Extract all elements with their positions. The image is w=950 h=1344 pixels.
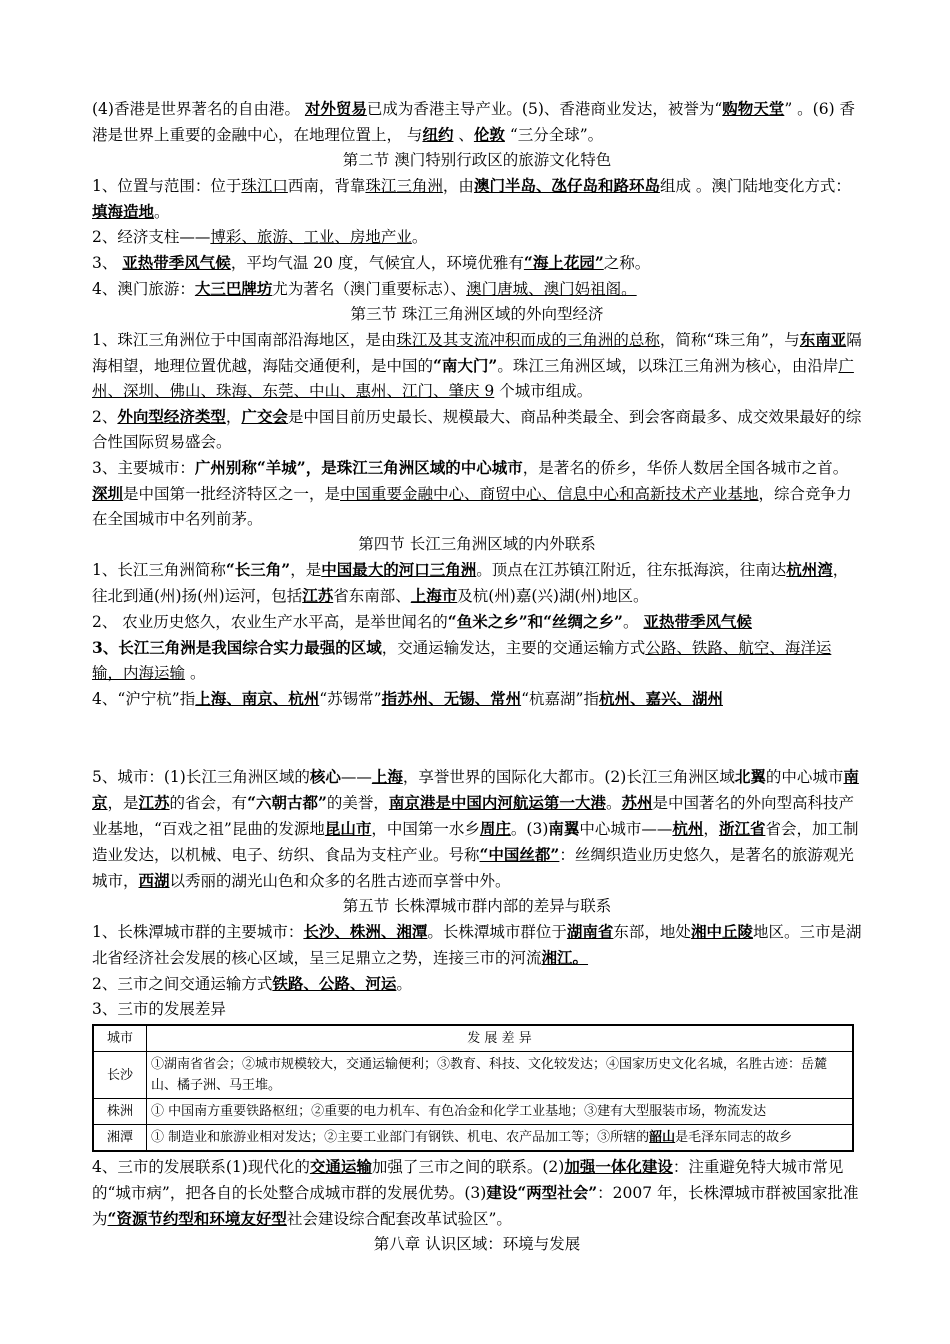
keyword: 伦敦 [473,125,505,144]
text: ，平均气温 20 度，气候宜人，环境优雅有 [230,254,524,272]
keyword: 纽约 [422,125,454,144]
text: 。 [605,794,622,812]
text: ① 制造业和旅游业相对发达；②主要工业部门有钢铁、机电、农产品加工等；③所辖的 [151,1130,650,1145]
macau-tourism [92,276,862,302]
bold-text: “鱼米之乡”和“丝绸之乡” [447,612,623,631]
keyword: 深圳 [92,484,124,503]
table-cell [147,1125,854,1152]
keyword: 上海、南京、杭州 [195,689,320,708]
keyword: 指苏州、无锡、常州 [381,689,522,708]
text: ，综合竞争力在全国城市中名列前茅。 [92,485,852,528]
keyword: 杭州 [672,819,704,838]
text: 、 [453,126,474,144]
table-header: 城市 [93,1025,147,1052]
text: 2、 [92,408,118,426]
keyword: 西湖 [138,871,170,890]
keyword: 加强一体化建设 [564,1157,673,1176]
text: 加强了三市之间的联系。(2) [371,1158,565,1176]
table-cell: ①湖南省省会；②城市规模较大，交通运输便利；③教育、科技、文化较发达；④国家历史文化名城，名胜古迹：岳麓山、橘子洲、马王堆。 [147,1052,854,1099]
keyword: 江苏 [302,586,334,605]
keyword: 浙江省 [718,819,766,838]
text: ：丝绸织造业历史悠久，是著名的旅游观光城市， [92,846,854,890]
keyword: 外向型经济类型 [117,407,226,426]
text: 4、三市的发展联系(1)现代化的 [92,1158,310,1176]
underlined-text: 博彩、旅游、工业、房地产业 [210,228,412,246]
text: 1、位置与范围：位于 [92,177,242,195]
czt-cities [92,919,862,971]
text: 地区。三市是湖北省经济社会发展的核心区域，呈三足鼎立之势，连接三市的河流 [92,923,862,967]
text: 隔海相望，地理位置优越，海陆交通便利，是中国的 [92,331,862,375]
text: 的省会，有 [169,794,248,812]
keyword: 南京港是中国内河航运第一大港 [388,793,606,812]
section-5-title: 第五节 长株潭城市群内部的差异与联系 [342,897,612,915]
text: 2、 农业历史悠久，农业生产水平高，是举世闻名的 [92,613,448,631]
keyword: 亚热带季风气候 [122,253,231,272]
table-cell: ① 中国南方重要铁路枢纽；②重要的电力机车、有色冶金和化学工业基地；③建有大型服装市场，物流发达 [147,1099,854,1125]
bold-text: 建设“两型社会” [486,1183,598,1202]
text: 2、经济支柱—— [92,228,211,246]
table-row [93,1125,853,1152]
keyword: 亚热带季风气候 [643,612,752,631]
section-3-title: 第三节 珠江三角洲区域的外向型经济 [350,305,604,323]
text: 4、澳门旅游： [92,280,195,298]
text: 以秀丽的湖光山色和众多的名胜古迹而享誉中外。 [169,872,511,890]
text: 。珠江三角洲区域，以珠江三角洲为核心，由沿岸 [497,357,839,375]
text: 。 [411,228,428,246]
keyword: “海上花园” [523,253,604,272]
text: 2、三市之间交通运输方式 [92,975,273,993]
city-differences-table [92,1024,854,1152]
keyword: 东南亚 [799,330,847,349]
prd-economy [92,404,862,455]
yrd-definition [92,557,862,609]
keyword: “中国丝都” [479,845,560,864]
text: 3、 [92,254,123,272]
text: 的美誉， [326,794,389,812]
text: ，享誉世界的国际化大都市。(2)长江三角洲区域 [402,768,735,786]
macau-economy [92,225,862,250]
text: 5、城市：(1)长江三角洲区域的 [92,768,310,786]
keyword: 填海造地 [92,202,155,221]
text: 尤为著名（澳门重要标志）、 [272,280,467,298]
table-row [93,1099,853,1125]
text: 东部，地处 [613,923,691,941]
keyword: 中国最大的河口三角洲 [321,560,477,579]
hongkong-paragraph [92,96,862,148]
text: 。顶点在江苏镇江附近，往东抵海滨，往南达 [476,561,787,579]
text: 省会，加工制造业发达，以机械、电子、纺织、食品为支柱产业。号称 [92,820,859,864]
underlined-text: 珠江三角洲 [365,177,443,195]
keyword: 苏州 [621,793,653,812]
text: 4、“沪宁杭”指 [92,690,196,708]
keyword: 江苏 [138,793,170,812]
yrd-major-cities [92,764,862,894]
text: ，是 [290,561,322,579]
text: 及杭(州)嘉(兴)湖(州)地区。 [457,587,649,605]
keyword: 大三巴牌坊 [194,279,273,298]
keyword: 湘中丘陵 [690,922,753,941]
table-cell-city: 长沙 [93,1052,147,1099]
macau-location [92,173,862,225]
underlined-text: 澳门唐城、澳门妈祖阁。 [466,280,637,298]
text: 1、长株潭城市群的主要城市： [92,923,304,941]
text: —— [340,768,372,786]
keyword: “资源节约型和环境友好型 [107,1209,287,1228]
keyword: 广交会 [241,407,288,426]
keyword: 上海市 [410,586,458,605]
keyword: 上海 [371,767,403,786]
text: ，由 [442,177,474,195]
text: 之称。 [603,254,651,272]
text: ，中国第一水乡 [371,820,480,838]
text: 组成 。澳门陆地变化方式： [659,177,851,195]
table-cell-city: 湘潭 [93,1125,147,1152]
keyword: 周庄 [479,819,511,838]
yrd-city-groups [92,686,862,712]
keyword: 购物天堂 [722,99,785,118]
text: ，往北到通(州)扬(州)运河，包括 [92,561,849,605]
keyword: 澳门半岛、氹仔岛和路环岛 [473,176,660,195]
chapter-title: 第八章 认识区域：环境与发展 [373,1235,581,1253]
keyword: 杭州、嘉兴、湖州 [598,689,723,708]
yrd-strength [92,635,862,686]
underlined-text: 珠江及其支流冲积而成的三角洲的总称 [396,331,660,349]
text: ：2007 年，长株潭城市群被国家批准为 [92,1184,859,1228]
text: “三分全球”。 [504,126,604,144]
keyword: 长沙、株洲、湘潭 [303,922,428,941]
text: 的中心城市 [765,768,844,786]
text: ” 。(6) 香港是世界上重要的金融中心，在地理位置上， 与 [92,100,856,144]
macau-climate [92,250,862,276]
underlined-text: 公路、铁路、航空、海洋运输，内海运输 [92,639,832,682]
bold-text: 核心 [309,767,341,786]
text: 。 [154,203,170,221]
keyword: 湘江。 [541,948,589,967]
prd-cities [92,455,862,532]
document-page [92,96,862,1257]
text: ， [703,820,719,838]
text: 西南，背靠 [287,177,366,195]
bold-text: 广州别称“羊城”，是珠江三角洲区域的中心城市 [194,458,523,477]
text: 1、珠江三角洲位于中国南部沿海地区，是由 [92,331,397,349]
table-row [93,1052,853,1099]
text: “苏锡常” [319,690,382,708]
bold-text: 南翼 [548,819,580,838]
text: ，简称“珠三角”，与 [659,331,800,349]
text: 。 [185,664,206,682]
bold-text: 3、长江三角洲是我国综合实力最强的区域 [92,638,382,657]
text: 1、长江三角洲简称 [92,561,226,579]
czt-transport [92,971,862,997]
text: ，交通运输发达，主要的交通运输方式 [381,639,646,657]
czt-differences-heading: 3、三市的发展差异 [92,1000,226,1018]
blank-gap [92,712,862,764]
underlined-text: 中国重要金融中心、商贸中心、信息中心和高新技术产业基地 [340,485,759,503]
text: 。 [396,975,412,993]
table-header-row [93,1025,853,1052]
text: 3、主要城市： [92,459,195,477]
yrd-agriculture [92,609,862,635]
text: 社会建设综合配套改革试验区”。 [286,1210,512,1228]
keyword: “南大门” [433,356,498,375]
text: 。 [622,613,644,631]
section-4-title: 第四节 长江三角洲区域的内外联系 [358,535,596,553]
text: 个城市组成。 [494,382,593,400]
text: 是毛泽东同志的故乡 [675,1130,793,1145]
underlined-text: 广州、深圳、佛山、珠海、东莞、中山、惠州、江门、肇庆 9 [92,357,854,400]
text: “杭嘉湖”指 [521,690,599,708]
bold-text: 北翼 [734,767,766,786]
text: ，是 [107,794,139,812]
keyword: 韶山 [649,1130,676,1145]
text: 。(3) [510,820,549,838]
text: ， [225,408,242,426]
keyword: 南京 [92,767,859,812]
underlined-text: 珠江口 [241,177,288,195]
bold-text: “长三角” [225,560,291,579]
czt-links [92,1154,862,1232]
keyword: 杭州湾 [786,560,833,579]
text: 是中国著名的外向型高科技产业基地，“百戏之祖”昆曲的发源地 [92,794,854,838]
bold-text: “六朝古都” [247,793,327,812]
text: 是中国第一批经济特区之一，是 [123,485,341,503]
text: 。长株潭城市群位于 [427,923,567,941]
keyword: 交通运输 [309,1157,372,1176]
keyword: 昆山市 [324,819,372,838]
text: (4)香港是世界著名的自由港。 [92,100,305,118]
keyword: 湖南省 [566,922,614,941]
keyword: 对外贸易 [304,99,367,118]
keyword: 铁路、公路、河运 [272,974,397,993]
text: ：注重避免特大城市常见的“城市病”，把各自的长处整合成城市群的发展优势。(3) [92,1158,844,1202]
text: 是中国目前历史最长、规模最大、商品种类最全、到会客商最多、成交效果最好的综合性国际贸易盛会。 [92,408,862,451]
text: ，是著名的侨乡，华侨人数居全国各城市之首。 [522,459,849,477]
text: 中心城市—— [579,820,673,838]
prd-location [92,327,862,404]
table-cell-city: 株洲 [93,1099,147,1125]
text: 已成为香港主导产业。(5)、香港商业发达，被誉为“ [366,100,723,118]
table-header: 发 展 差 异 [147,1025,854,1052]
text: 省东南部、 [333,587,411,605]
section-2-title: 第二节 澳门特别行政区的旅游文化特色 [342,151,612,169]
